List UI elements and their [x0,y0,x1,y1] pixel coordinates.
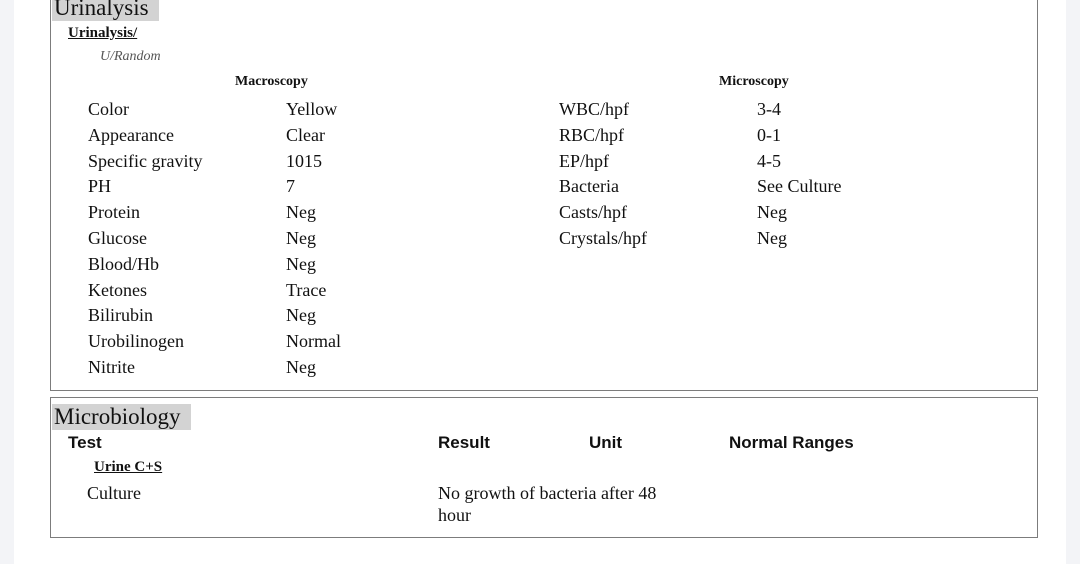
microbiology-section [50,397,1038,538]
urinalysis-section [50,0,1038,391]
microscopy-row-label: EP/hpf [559,150,610,171]
microscopy-heading: Microscopy [719,74,789,89]
col-header-result: Result [438,433,490,452]
macroscopy-row-label: Urobilinogen [88,331,184,352]
specimen-type: U/Random [100,49,161,64]
culture-result-value: No growth of bacteria after 48 hour [438,483,657,525]
col-header-test: Test [68,433,102,452]
microscopy-row-value: 3-4 [757,99,781,119]
macroscopy-row-label: PH [88,176,112,197]
macroscopy-row-value: Normal [286,331,341,352]
microscopy-row-label: Crystals/hpf [559,228,647,248]
culture-test-label: Culture [87,483,141,503]
macroscopy-row-value: Neg [286,305,316,326]
urine-cs-group-title: Urine C+S [94,459,163,475]
macroscopy-row-label: Appearance [88,124,174,145]
urinalysis-subtitle: Urinalysis/ [68,25,138,41]
macroscopy-row-value: Clear [286,124,325,145]
urinalysis-section-title: Urinalysis [52,0,159,21]
microscopy-row-value: See Culture [757,176,842,197]
macroscopy-row-label: Bilirubin [88,305,154,326]
microscopy-row-label: WBC/hpf [559,99,629,119]
col-header-unit: Unit [589,433,623,452]
microscopy-row-value: 4-5 [757,150,781,171]
microscopy-row-value: 0-1 [757,124,781,145]
macroscopy-row-label: Nitrite [88,357,135,377]
macroscopy-row-value: Neg [286,253,316,274]
macroscopy-row-value: Neg [286,357,316,377]
microscopy-row-label: Casts/hpf [559,202,628,223]
macroscopy-heading: Macroscopy [235,74,308,89]
macroscopy-row-label: Glucose [88,228,147,248]
macroscopy-row-value: Yellow [286,99,338,119]
report-page [14,0,1066,564]
macroscopy-row-label: Ketones [88,279,147,300]
macroscopy-row-label: Protein [88,202,140,223]
col-header-normal-ranges: Normal Ranges [729,433,854,452]
macroscopy-row-value: Trace [286,279,327,300]
macroscopy-row-label: Color [88,99,130,119]
microscopy-row-value: Neg [757,202,787,223]
macroscopy-row-label: Specific gravity [88,150,203,171]
macroscopy-row-value: 1015 [286,150,322,171]
macroscopy-row-value: Neg [286,228,316,248]
microscopy-row-value: Neg [757,228,787,248]
microscopy-row-label: RBC/hpf [559,124,625,145]
macroscopy-row-label: Blood/Hb [88,253,160,274]
microbiology-section-title: Microbiology [52,404,191,430]
microscopy-row-label: Bacteria [559,176,619,197]
macroscopy-row-value: 7 [286,176,295,197]
macroscopy-row-value: Neg [286,202,316,223]
